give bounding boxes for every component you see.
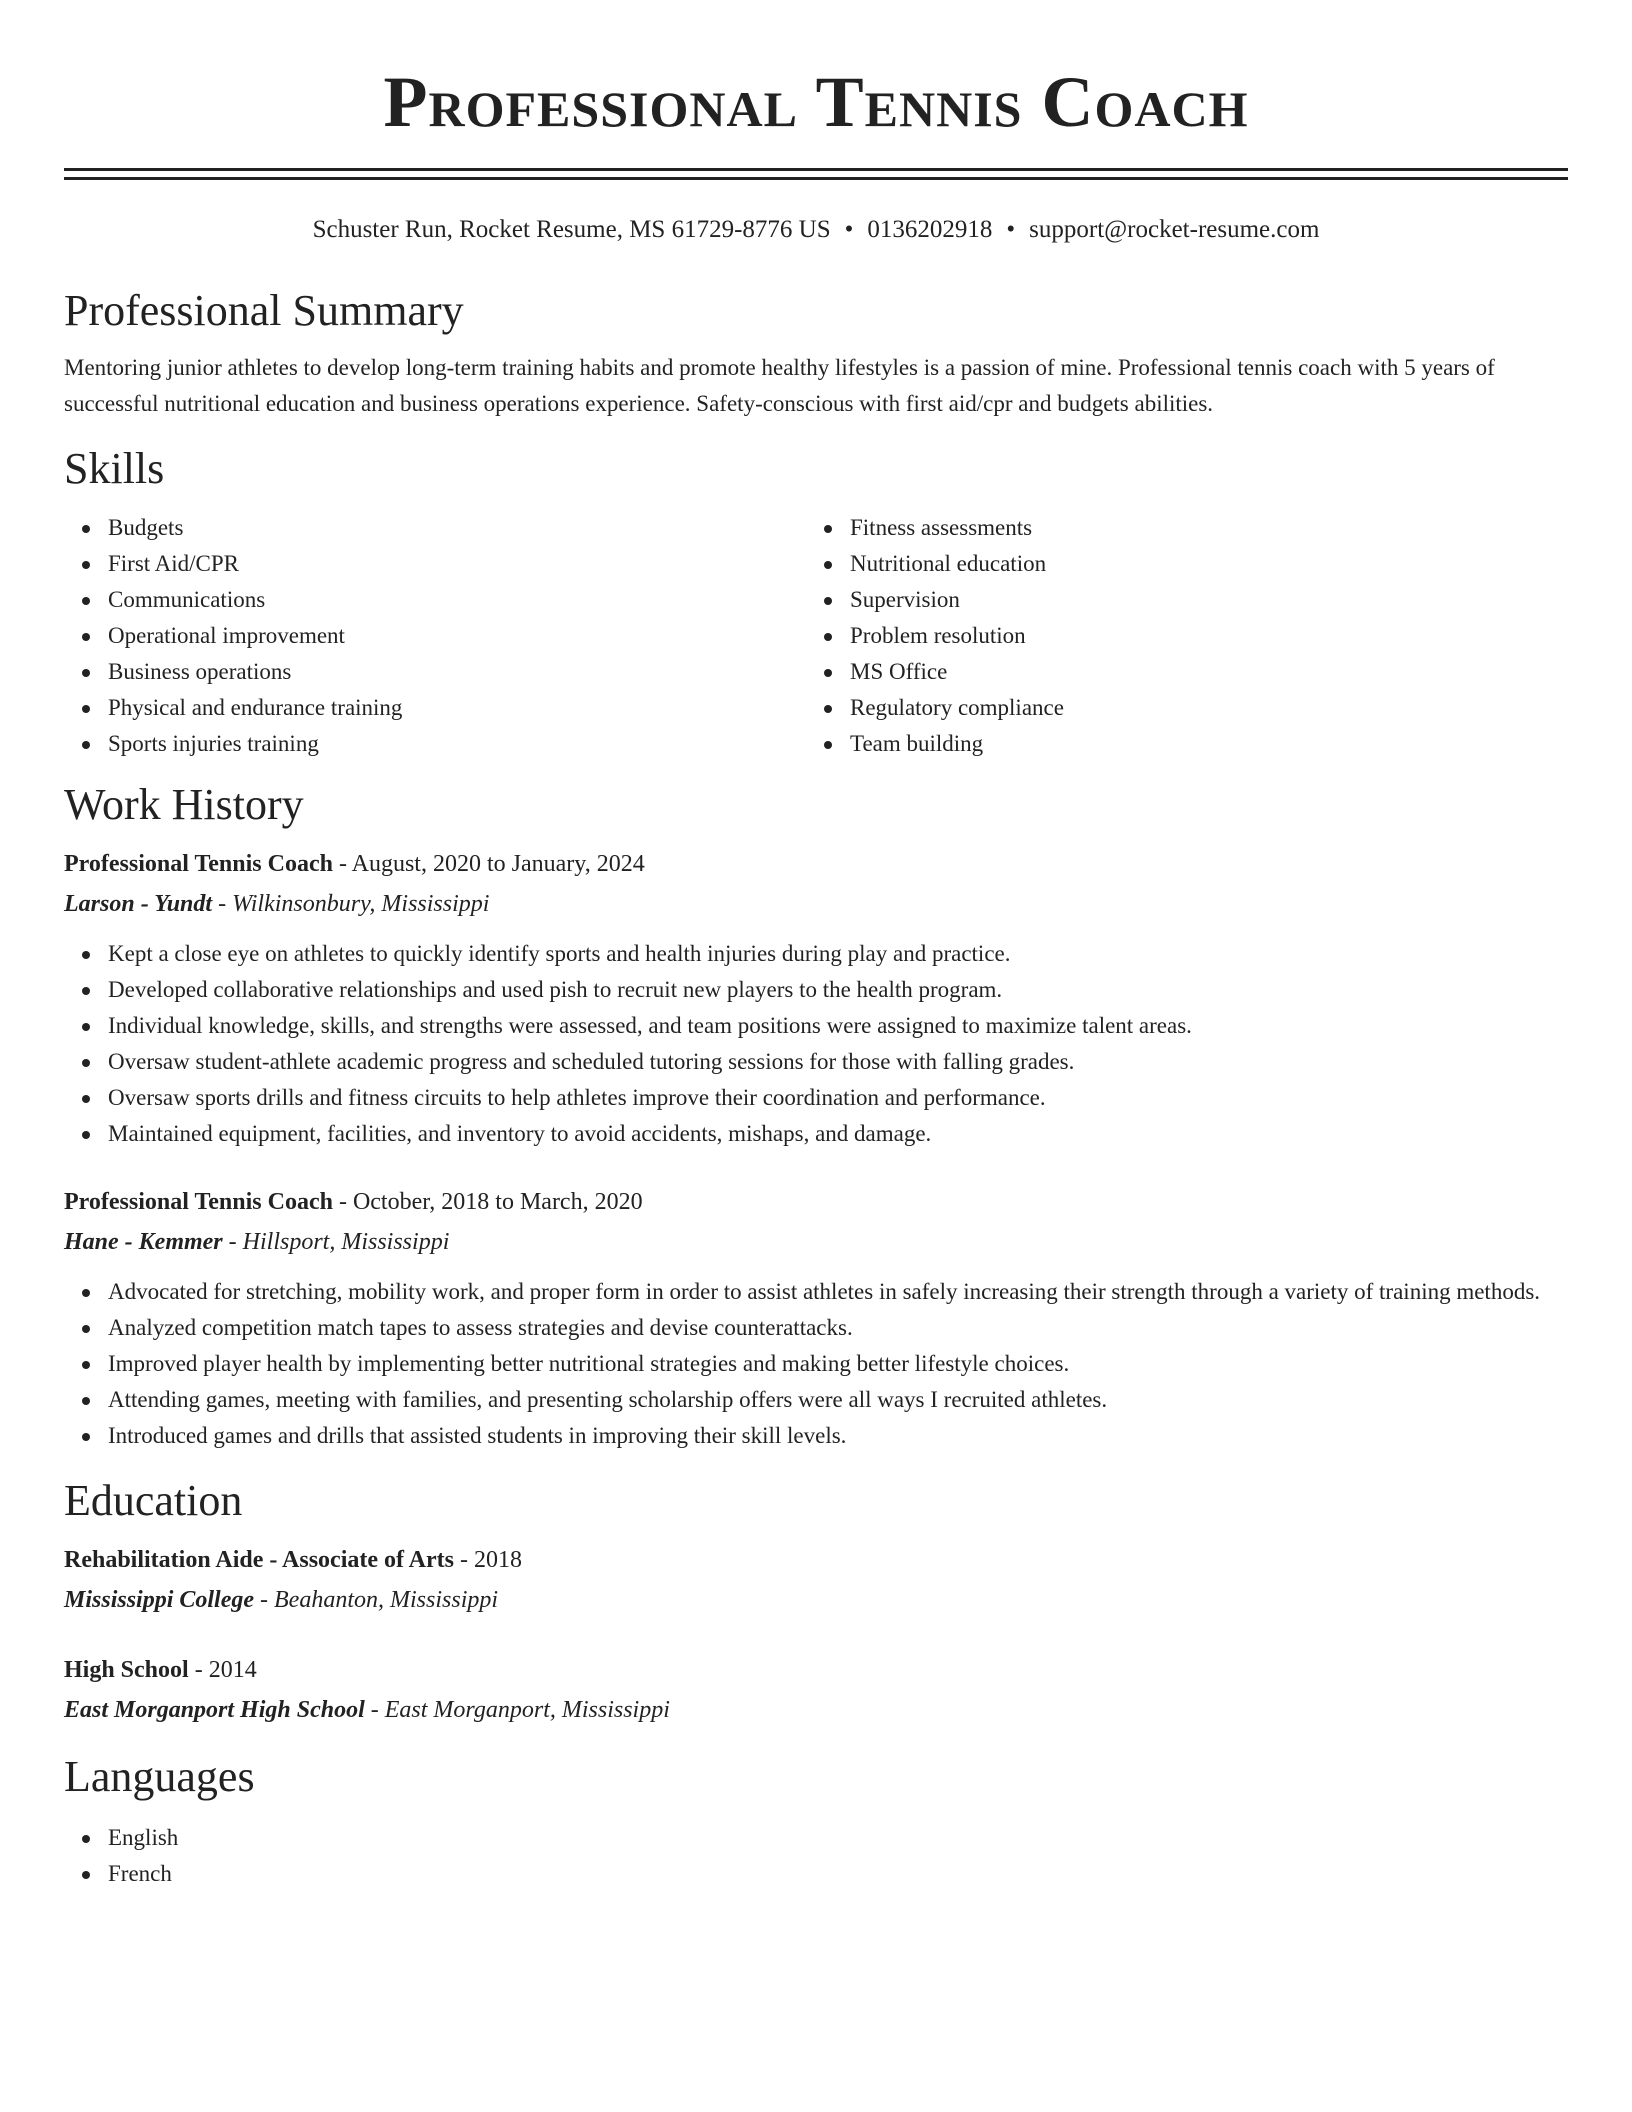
job-location: - Wilkinsonbury, Mississippi	[212, 891, 490, 917]
skill-item: Physical and endurance training	[108, 690, 806, 726]
education-school-line	[64, 1580, 1568, 1620]
skill-item: Problem resolution	[850, 618, 1548, 654]
job-employer	[64, 884, 1568, 924]
job-header	[64, 1182, 1568, 1222]
skills-columns	[64, 510, 1568, 762]
job-bullet: Maintained equipment, facilities, and inventory to avoid accidents, mishaps, and damage.	[108, 1116, 1568, 1152]
skill-item: Sports injuries training	[108, 726, 806, 762]
education-school: Mississippi College	[64, 1587, 255, 1613]
education-school-line	[64, 1690, 1568, 1730]
education-degree: Rehabilitation Aide - Associate of Arts	[64, 1547, 454, 1573]
job-bullets	[64, 1274, 1568, 1454]
education-location: - Beahanton, Mississippi	[254, 1587, 499, 1613]
languages-heading: Languages	[64, 1752, 255, 1801]
education-header	[64, 1650, 1568, 1690]
header-divider-top	[64, 168, 1568, 171]
language-item: English	[108, 1820, 1568, 1856]
skill-item: Communications	[108, 582, 806, 618]
education-degree: High School	[64, 1657, 189, 1683]
contact-separator: •	[1006, 216, 1016, 243]
job-dates: - August, 2020 to January, 2024	[332, 851, 645, 877]
skill-item: First Aid/CPR	[108, 546, 806, 582]
skill-item: Fitness assessments	[850, 510, 1548, 546]
job-header	[64, 844, 1568, 884]
skills-column-left	[64, 510, 806, 762]
job-company: Hane - Kemmer	[64, 1229, 223, 1255]
job-bullet: Kept a close eye on athletes to quickly identify sports and health injuries during play and practice.	[108, 936, 1568, 972]
languages-list	[64, 1820, 1568, 1892]
skill-item: MS Office	[850, 654, 1548, 690]
skill-item: Budgets	[108, 510, 806, 546]
job-bullets	[64, 936, 1568, 1152]
education-school: East Morganport High School	[64, 1697, 365, 1723]
education-entry	[64, 1540, 1568, 1620]
job-dates: - October, 2018 to March, 2020	[332, 1189, 643, 1215]
header-divider-bottom	[64, 177, 1568, 180]
skills-heading: Skills	[64, 444, 165, 493]
languages-section	[64, 1752, 1568, 1892]
job-location: - Hillsport, Mississippi	[222, 1229, 450, 1255]
job-employer	[64, 1222, 1568, 1262]
job-bullet: Developed collaborative relationships and used pish to recruit new players to the health program.	[108, 972, 1568, 1008]
contact-phone: 0136202918	[867, 216, 993, 243]
skill-item: Operational improvement	[108, 618, 806, 654]
skill-item: Business operations	[108, 654, 806, 690]
job-title: Professional Tennis Coach	[64, 851, 333, 877]
summary-section	[64, 286, 1568, 422]
summary-heading: Professional Summary	[64, 286, 464, 335]
job-bullet: Attending games, meeting with families, and presenting scholarship offers were all ways I recruited athletes.	[108, 1382, 1568, 1418]
skill-item: Regulatory compliance	[850, 690, 1548, 726]
work-history-heading: Work History	[64, 780, 304, 829]
job-entry	[64, 844, 1568, 1152]
education-entry	[64, 1650, 1568, 1730]
job-bullet: Individual knowledge, skills, and strengths were assessed, and team positions were assigned to maximize talent areas.	[108, 1008, 1568, 1044]
job-company: Larson - Yundt	[64, 891, 213, 917]
contact-line	[64, 214, 1568, 246]
skills-column-right	[806, 510, 1548, 762]
education-heading: Education	[64, 1476, 243, 1525]
contact-address: Schuster Run, Rocket Resume, MS 61729-8776 US	[312, 216, 831, 243]
skills-list-right	[806, 510, 1548, 762]
language-item: French	[108, 1856, 1568, 1892]
skills-section	[64, 444, 1568, 762]
job-bullet: Advocated for stretching, mobility work, and proper form in order to assist athletes in safely increasing their strength through a variety of training methods.	[108, 1274, 1568, 1310]
job-bullet: Introduced games and drills that assisted students in improving their skill levels.	[108, 1418, 1568, 1454]
job-bullet: Oversaw sports drills and fitness circuits to help athletes improve their coordination and performance.	[108, 1080, 1568, 1116]
education-section	[64, 1476, 1568, 1730]
education-header	[64, 1540, 1568, 1580]
resume-title: Professional Tennis Coach	[383, 62, 1249, 142]
contact-separator: •	[844, 216, 854, 243]
education-year: - 2018	[454, 1547, 522, 1573]
job-bullet: Oversaw student-athlete academic progress and scheduled tutoring sessions for those with falling grades.	[108, 1044, 1568, 1080]
job-bullet: Analyzed competition match tapes to assess strategies and devise counterattacks.	[108, 1310, 1568, 1346]
contact-email[interactable]: support@rocket-resume.com	[1029, 216, 1320, 243]
job-title: Professional Tennis Coach	[64, 1189, 333, 1215]
education-location: - East Morganport, Mississippi	[364, 1697, 670, 1723]
education-year: - 2014	[188, 1657, 257, 1683]
skill-item: Supervision	[850, 582, 1548, 618]
skill-item: Nutritional education	[850, 546, 1548, 582]
skill-item: Team building	[850, 726, 1548, 762]
summary-text: Mentoring junior athletes to develop long-term training habits and promote healthy lifestyles is a passion of mine. Professional tennis coach with 5 years of successful nutritional education and business operations experience. Safety-conscious with first aid/cpr and budgets abilities.	[64, 355, 1495, 416]
job-bullet: Improved player health by implementing better nutritional strategies and making better lifestyle choices.	[108, 1346, 1568, 1382]
skills-list-left	[64, 510, 806, 762]
job-entry	[64, 1182, 1568, 1454]
work-history-section	[64, 780, 1568, 1454]
